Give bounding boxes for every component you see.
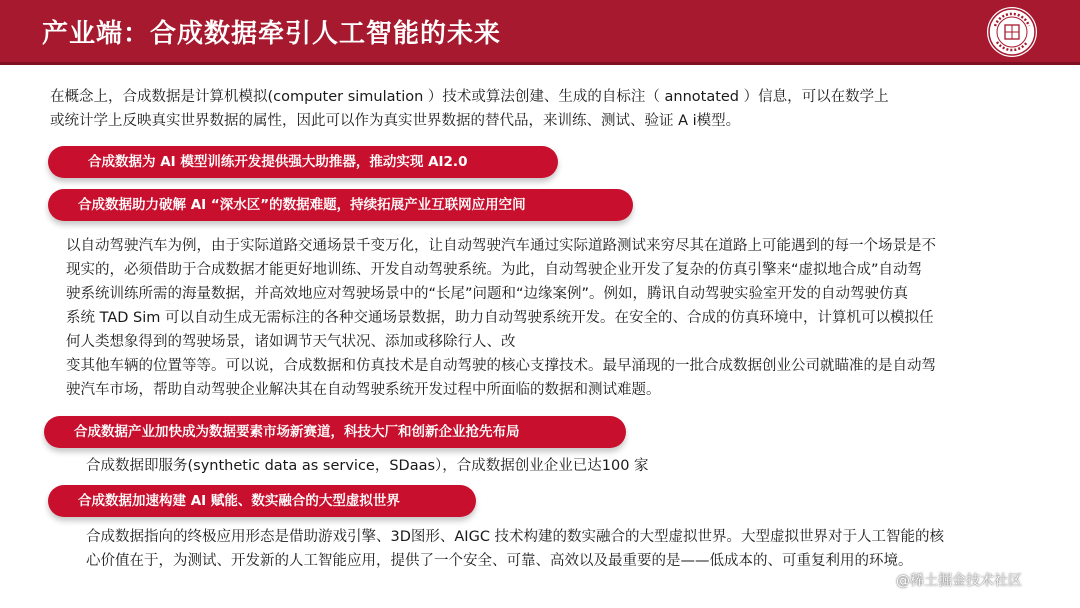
- heading-pill-label: 合成数据加速构建 AI 赋能、数实融合的大型虚拟世界: [78, 493, 400, 509]
- driving-line: 以自动驾驶汽车为例，由于实际道路交通场景千变万化，让自动驾驶汽车通过实际道路测试来穷尽其在道路上可能遇到的每一个场景是不: [66, 238, 936, 254]
- intro-line: 或统计学上反映真实世界数据的属性，因此可以作为真实世界数据的替代品，来训练、测试、验证 A i模型。: [50, 113, 741, 129]
- heading-pill-label: 合成数据产业加快成为数据要素市场新赛道，科技大厂和创新企业抢先布局: [74, 424, 520, 440]
- heading-pill-3: [44, 416, 626, 448]
- driving-line: 系统 TAD Sim 可以自动生成无需标注的各种交通场景数据，助力自动驾驶系统开发。在安全的、合成的仿真环境中，计算机可以模拟任: [66, 310, 934, 326]
- header-divider: [0, 62, 1080, 65]
- driving-line: 现实的，必须借助于合成数据才能更好地训练、开发自动驾驶系统。为此，自动驾驶企业开发了复杂的仿真引擎来“虚拟地合成”自动驾: [66, 262, 923, 278]
- intro-paragraph: [50, 85, 889, 133]
- heading-pill-4: [48, 485, 476, 517]
- heading-pill-label: 合成数据为 AI 模型训练开发提供强大助推器，推动实现 AI2.0: [88, 154, 468, 170]
- watermark: @稀土掘金技术社区: [896, 573, 1022, 589]
- virtual-line: 心价值在于，为测试、开发新的人工智能应用，提供了一个安全、可靠、高效以及最重要的是——低成本的、可重复利用的环境。: [86, 553, 913, 569]
- driving-line: 驶系统训练所需的海量数据，并高效地应对驾驶场景中的“长尾”问题和“边缘案例”。例如，腾讯自动驾驶实验室开发的自动驾驶仿真: [66, 286, 909, 302]
- heading-pill-1: [48, 146, 558, 178]
- virtual-paragraph: [86, 525, 944, 573]
- virtual-line: 合成数据指向的终极应用形态是借助游戏引擎、3D图形、AIGC 技术构建的数实融合的大型虚拟世界。大型虚拟世界对于人工智能的核: [86, 529, 945, 545]
- driving-line: 何人类想象得到的驾驶场景，诸如调节天气状况、添加或移除行人、改: [66, 334, 516, 350]
- driving-paragraph: [66, 234, 936, 402]
- driving-line: 驶汽车市场，帮助自动驾驶企业解决其在自动驾驶系统开发过程中所面临的数据和测试难题。: [66, 382, 661, 398]
- service-paragraph: [86, 454, 649, 478]
- intro-line: 在概念上，合成数据是计算机模拟(computer simulation ）技术或算法创建、生成的自标注（ annotated ）信息，可以在数学上: [50, 89, 889, 105]
- service-line: 合成数据即服务(synthetic data as service，SDaas），合成数据创业企业已达100 家: [86, 458, 649, 474]
- university-seal-icon: [986, 6, 1038, 58]
- driving-line: 变其他车辆的位置等等。可以说，合成数据和仿真技术是自动驾驶的核心支撑技术。最早涌现的一批合成数据创业公司就瞄准的是自动驾: [66, 358, 936, 374]
- heading-pill-label: 合成数据助力破解 AI “深水区”的数据难题，持续拓展产业互联网应用空间: [78, 197, 526, 213]
- page-title: 产业端：合成数据牵引人工智能的未来: [42, 19, 502, 49]
- header-bar: [0, 0, 1080, 62]
- heading-pill-2: [48, 189, 633, 221]
